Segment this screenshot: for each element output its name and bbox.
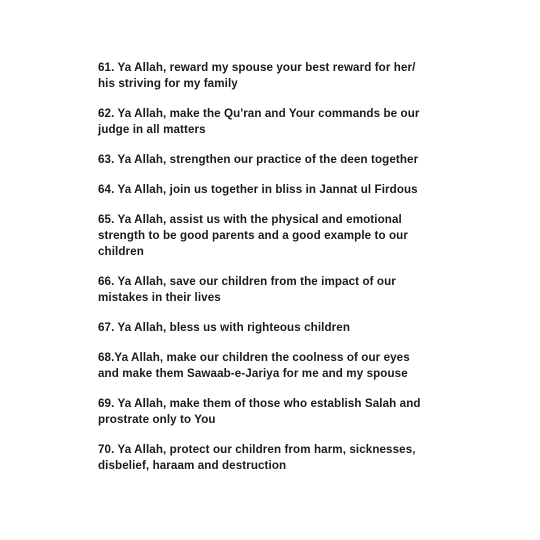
dua-item-62: 62. Ya Allah, make the Qu'ran and Your commands be our judge in all matters [98,107,420,136]
dua-item-67: 67. Ya Allah, bless us with righteous children [98,321,351,334]
dua-item-70: 70. Ya Allah, protect our children from harm, sicknesses, disbelief, haraam and destruction [98,443,416,472]
dua-list [98,60,480,474]
dua-item-66: 66. Ya Allah, save our children from the impact of our mistakes in their lives [98,275,396,304]
dua-item-68: 68.Ya Allah, make our children the coolness of our eyes and make them Sawaab-e-Jariya for me and my spouse [98,351,410,380]
dua-item-69: 69. Ya Allah, make them of those who establish Salah and prostrate only to You [98,397,421,426]
dua-item-64: 64. Ya Allah, join us together in bliss in Jannat ul Firdous [98,183,418,196]
dua-item-65: 65. Ya Allah, assist us with the physical and emotional strength to be good parents and a good example to our children [98,213,408,258]
dua-item-61: 61. Ya Allah, reward my spouse your best reward for her/ his striving for my family [98,61,416,90]
dua-item-63: 63. Ya Allah, strengthen our practice of the deen together [98,153,419,166]
